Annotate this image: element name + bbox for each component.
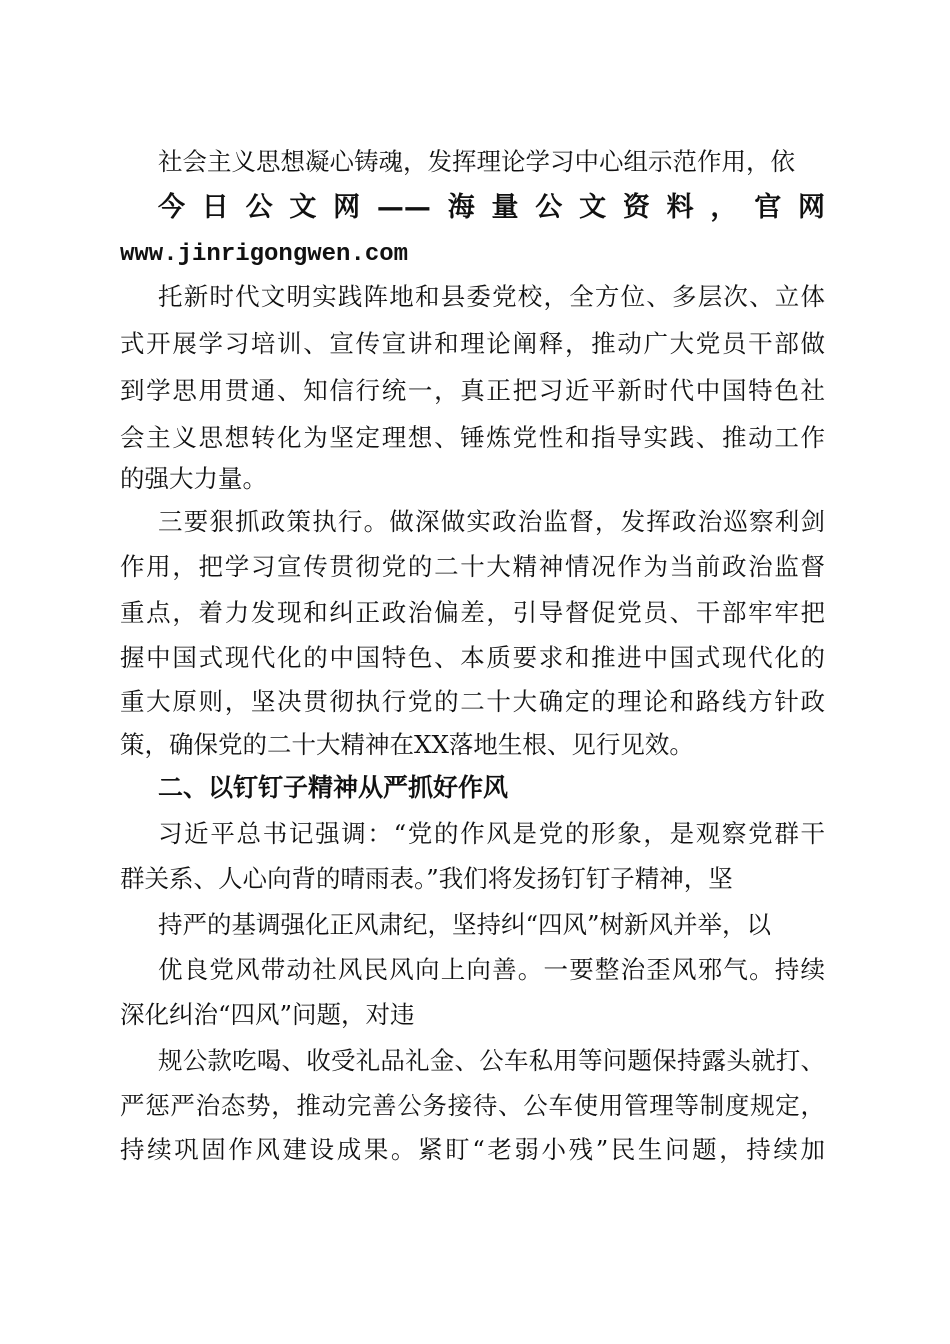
- text-line: 策，确保党的二十大精神在XX落地生根、见行见效。: [120, 730, 694, 759]
- section-heading: 二、以钉钉子精神从严抓好作风: [158, 773, 509, 802]
- text-line: 式开展学习培训、宣传宣讲和理论阐释，推动广大党员干部做: [120, 329, 825, 358]
- text-line: 的强大力量。: [120, 464, 267, 493]
- text-line: 规公款吃喝、收受礼品礼金、公车私用等问题保持露头就打、: [158, 1046, 825, 1075]
- text-line: 严惩严治态势，推动完善公务接待、公车使用管理等制度规定，: [120, 1091, 825, 1120]
- text-line: 作用，把学习宣传贯彻党的二十大精神情况作为当前政治监督: [120, 552, 825, 581]
- text-line: 重大原则，坚决贯彻执行党的二十大确定的理论和路线方针政: [120, 687, 825, 716]
- text-line: 持严的基调强化正风肃纪，坚持纠“四风”树新风并举，以: [158, 910, 772, 939]
- text-line: 托新时代文明实践阵地和县委党校，全方位、多层次、立体: [158, 282, 825, 311]
- text-line: 重点，着力发现和纠正政治偏差，引导督促党员、干部牢牢把: [120, 598, 825, 627]
- watermark-banner: 今日公文网——海量公文资料，官网: [158, 192, 825, 223]
- watermark-url: www.jinrigongwen.com: [120, 241, 409, 268]
- text-line: 优良党风带动社风民风向上向善。一要整治歪风邪气。持续: [158, 955, 825, 984]
- text-line: 到学思用贯通、知信行统一，真正把习近平新时代中国特色社: [120, 376, 825, 405]
- text-line: 深化纠治“四风”问题，对违: [120, 1000, 415, 1029]
- text-line: 握中国式现代化的中国特色、本质要求和推进中国式现代化的: [120, 643, 825, 672]
- text-line: 习近平总书记强调：“党的作风是党的形象，是观察党群干: [158, 819, 825, 848]
- text-line: 群关系、人心向背的晴雨表。”我们将发扬钉钉子精神，坚: [120, 864, 733, 893]
- text-line: 持续巩固作风建设成果。紧盯“老弱小残”民生问题，持续加: [120, 1135, 825, 1164]
- text-line: 社会主义思想凝心铸魂，发挥理论学习中心组示范作用，依: [158, 147, 795, 176]
- text-line: 三要狠抓政策执行。做深做实政治监督，发挥政治巡察利剑: [158, 507, 825, 536]
- text-line: 会主义思想转化为坚定理想、锤炼党性和指导实践、推动工作: [120, 423, 825, 452]
